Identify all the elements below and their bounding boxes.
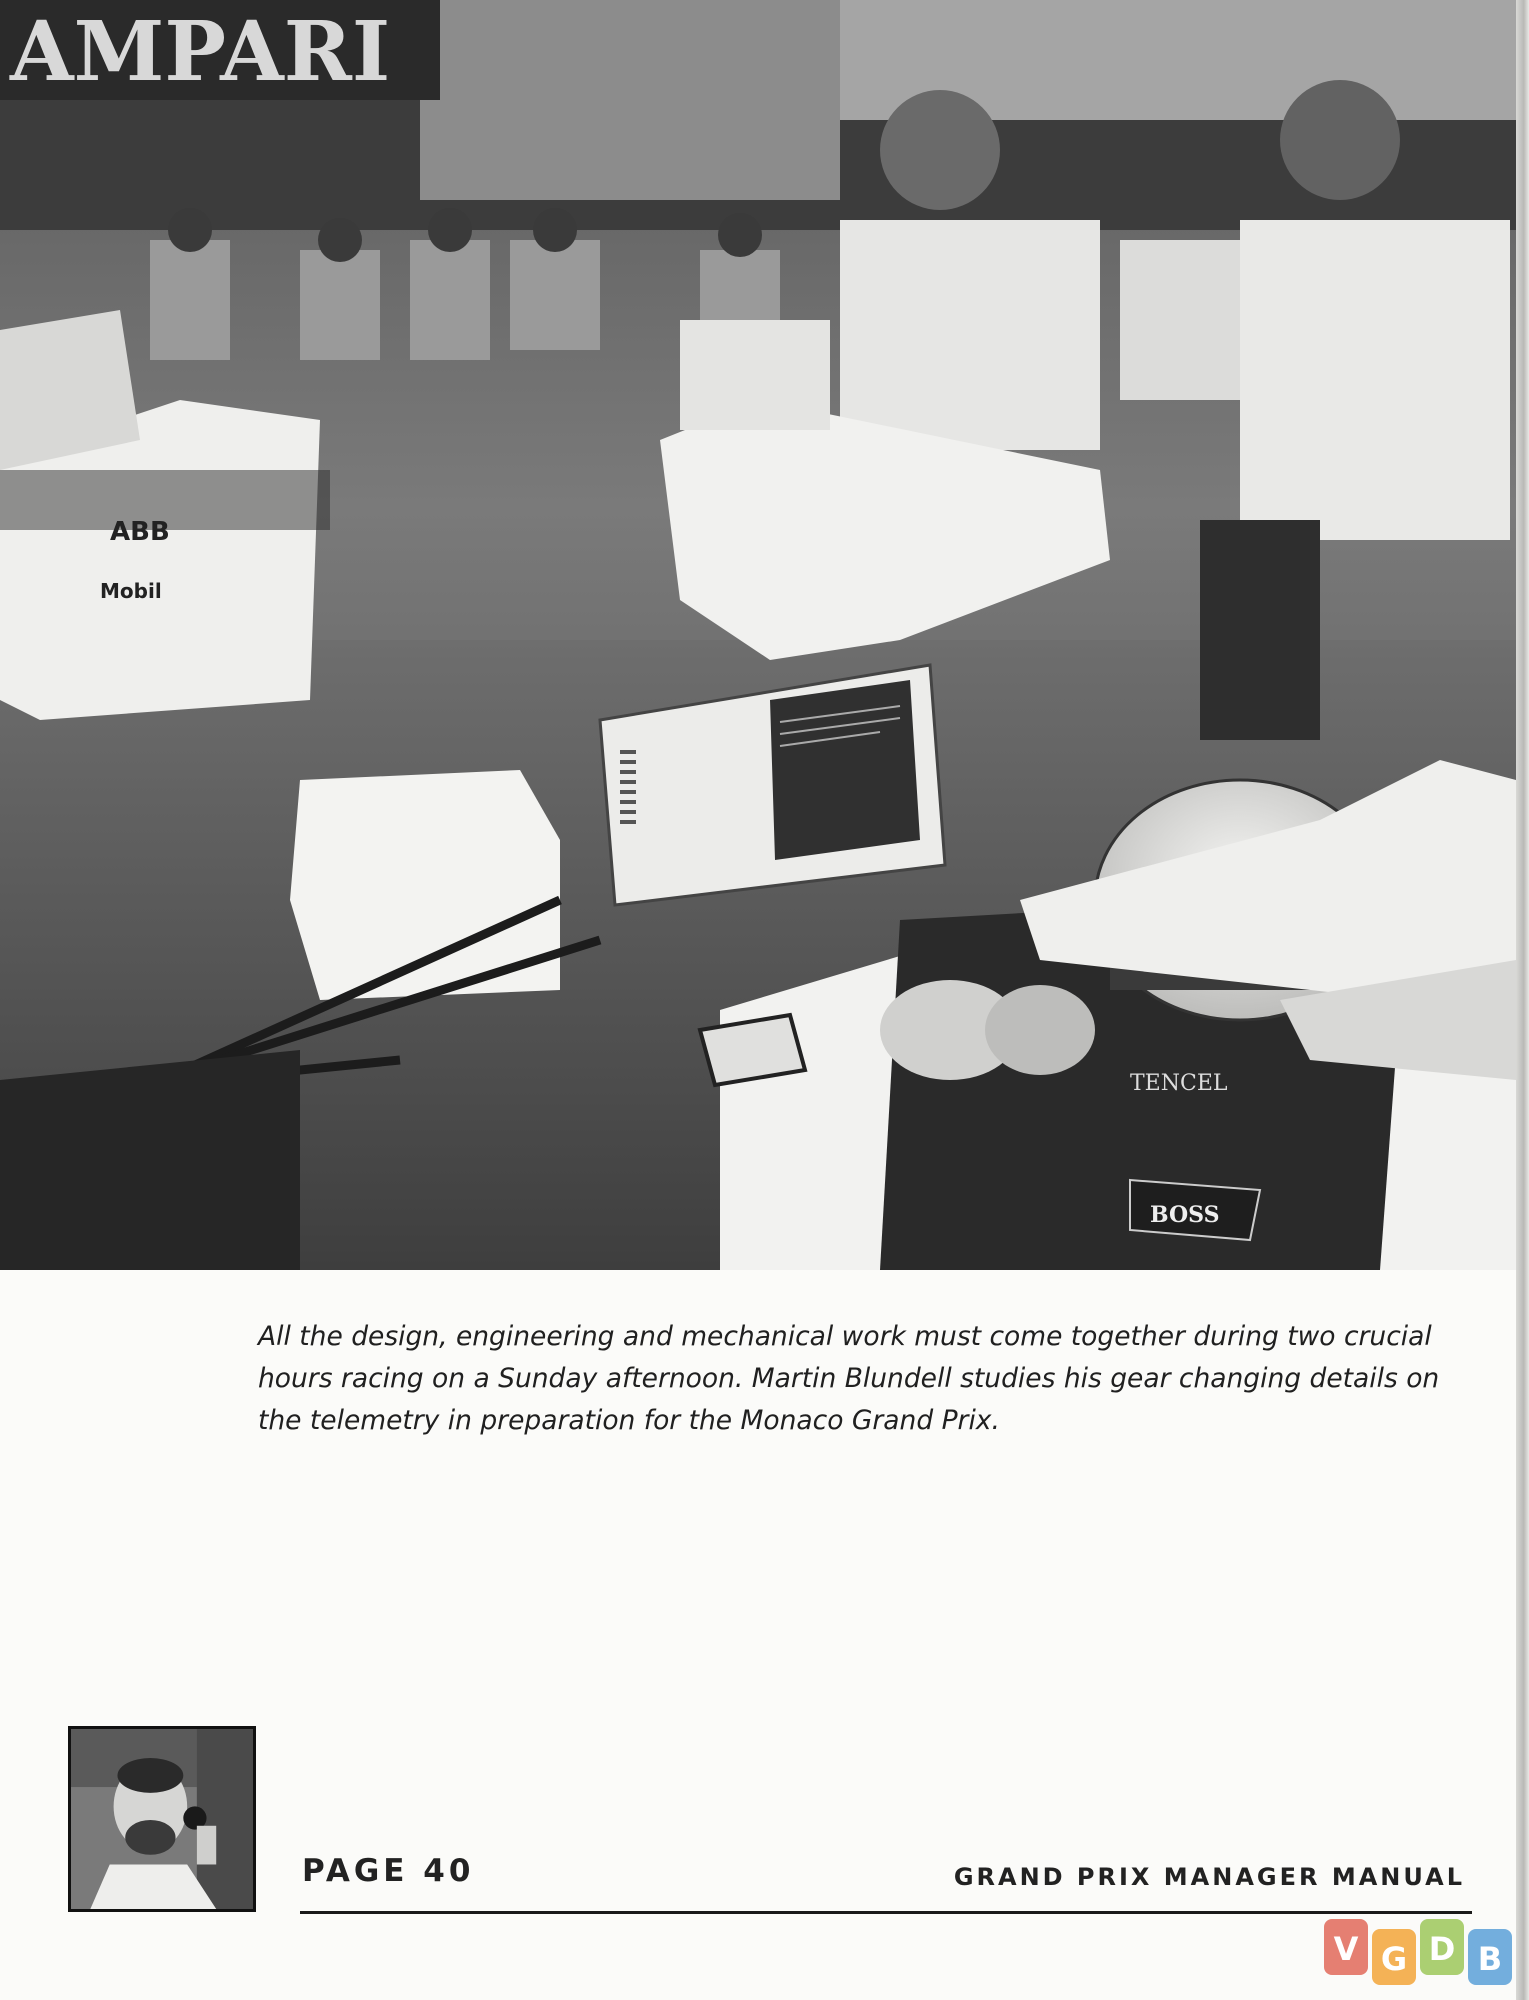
svg-text:Mobil: Mobil (100, 579, 162, 603)
author-portrait-icon (71, 1729, 253, 1909)
page-binding-edge (1516, 0, 1529, 2000)
footer-rule (300, 1911, 1472, 1914)
svg-text:BOSS: BOSS (1150, 1202, 1220, 1228)
page-number: PAGE 40 (302, 1853, 475, 1889)
vgdb-watermark-logo (1322, 1915, 1518, 1985)
svg-text:B: B (1477, 1940, 1503, 1978)
vgdb-logo-icon (1322, 1915, 1518, 1985)
svg-text:AMPARI: AMPARI (10, 4, 391, 100)
svg-text:ABB: ABB (110, 517, 170, 547)
svg-text:V: V (1333, 1930, 1359, 1968)
svg-text:D: D (1428, 1930, 1456, 1968)
svg-text:TENCEL: TENCEL (1130, 1071, 1228, 1096)
photo-caption: All the design, engineering and mechanical work must come together during two crucial hours racing on a Sunday afternoon. Martin Blundell studies his gear changing details on the telemetry in preparation for the Monaco Grand Prix. (258, 1321, 1440, 1436)
svg-text:G: G (1380, 1940, 1408, 1978)
author-thumbnail (68, 1726, 256, 1912)
manual-title: GRAND PRIX MANAGER MANUAL (953, 1863, 1465, 1891)
